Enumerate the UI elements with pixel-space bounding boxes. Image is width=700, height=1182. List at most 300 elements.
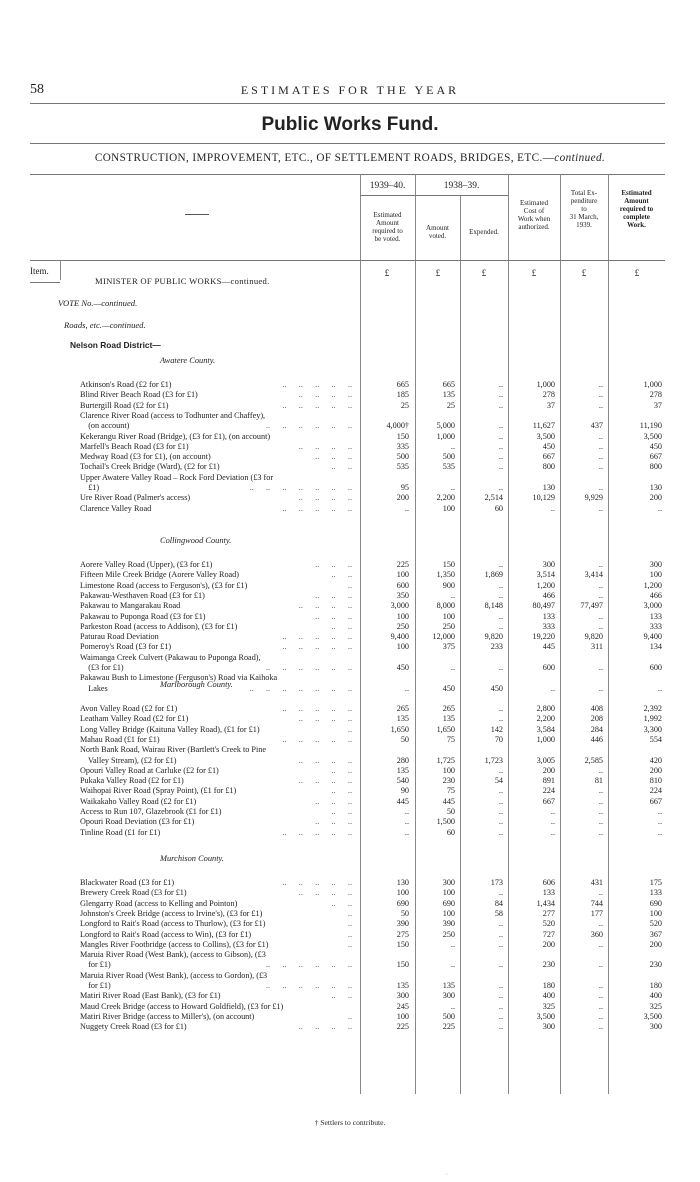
cell-col-4: 11,627 <box>532 421 555 431</box>
cell-col-1: .. <box>404 807 409 816</box>
cell-col-3: .. <box>498 1001 503 1011</box>
cell-col-3: .. <box>498 452 503 462</box>
cell-col-6: 3,500 <box>643 1011 662 1021</box>
cell-col-6: 3,300 <box>643 724 662 734</box>
cell-col-4: 80,497 <box>532 601 555 611</box>
leader-dots: .. <box>347 724 352 734</box>
hdr-line: Amount <box>624 197 649 205</box>
cell-col-2: 230 <box>442 776 455 786</box>
cell-col-2: .. <box>450 441 455 451</box>
page-number: 58 <box>30 82 44 97</box>
cell-col-6: 1,992 <box>643 714 662 724</box>
cell-col-2: 75 <box>446 734 455 744</box>
cell-col-5: 284 <box>590 724 603 734</box>
cell-col-6: .. <box>657 503 662 513</box>
cell-col-6: 810 <box>649 776 662 786</box>
cell-col-6: 134 <box>649 642 662 652</box>
leader-dots: .. <box>347 580 352 590</box>
expended-header: Expended. <box>469 228 499 236</box>
running-head: ESTIMATES FOR THE YEAR <box>240 83 460 97</box>
cell-col-1: 4,000† <box>386 421 409 431</box>
cell-col-6: 200 <box>649 493 662 503</box>
cell-col-3: .. <box>498 704 503 713</box>
row-description: Pakawau to Mangarakau Road <box>80 601 181 611</box>
row-description: Limestone Road (access to Ferguson's), (£3 for £1) <box>80 580 248 590</box>
district-heading: Nelson Road District— <box>70 340 161 350</box>
amount-voted-header <box>415 224 460 240</box>
hdr-line: be voted. <box>374 235 401 243</box>
row-description: Avon Valley Road (£2 for £1) <box>80 704 178 713</box>
cell-col-3: .. <box>498 714 503 724</box>
cell-col-4: 3,500 <box>536 1011 555 1021</box>
cell-col-3: .. <box>498 807 503 816</box>
table-row <box>0 1022 700 1033</box>
leader-dots: .. .. <box>331 786 352 796</box>
cell-col-6: 554 <box>649 734 662 744</box>
row-description: Matiri River Bridge (access to Miller's), (on account) <box>80 1011 255 1021</box>
cell-col-4: 37 <box>546 400 555 410</box>
minister-heading: MINISTER OF PUBLIC WORKS—continued. <box>95 276 270 286</box>
cell-col-6: 800 <box>649 462 662 472</box>
currency-symbol: £ <box>531 268 537 278</box>
cell-col-6: 333 <box>649 621 662 631</box>
cell-col-3: .. <box>498 462 503 472</box>
row-description: Matiri River Road (East Bank), (£3 for £1) <box>80 991 221 1001</box>
hdr-line: voted. <box>428 232 447 240</box>
leader-dots: .. .. .. .. .. <box>282 642 352 652</box>
cell-col-5: 360 <box>590 929 603 939</box>
cell-col-1: 245 <box>396 1001 409 1011</box>
leader-dots: .. .. .. .. .. <box>282 503 352 513</box>
cell-col-4: 1,000 <box>536 380 555 389</box>
row-description: Ure River Road (Palmer's access) <box>80 493 191 503</box>
row-description: Tinline Road (£1 for £1) <box>80 827 161 837</box>
cell-col-5: .. <box>598 796 603 806</box>
cell-col-2: 100 <box>442 908 455 918</box>
est-complete-header <box>608 189 665 229</box>
footnote: † Settlers to contribute. <box>314 1118 386 1127</box>
leader-dots: .. .. .. .. <box>298 888 352 898</box>
currency-symbol: £ <box>435 268 441 278</box>
leader-dots: .. .. .. .. <box>298 1022 352 1032</box>
leader-dots: .. .. .. .. <box>298 755 352 765</box>
cell-col-3: .. <box>498 1011 503 1021</box>
cell-col-5: 177 <box>590 908 603 918</box>
cell-col-4: .. <box>550 503 555 513</box>
item-column-label: Item. <box>30 266 49 276</box>
leader-dots: .. .. .. <box>315 590 352 600</box>
cell-col-2: 100 <box>442 503 455 513</box>
cell-col-1: 3,000 <box>390 601 409 611</box>
cell-col-1: 130 <box>396 878 409 887</box>
row-description: Mangles River Footbridge (access to Collins), (£3 for £1) <box>80 939 269 949</box>
cell-col-1: 150 <box>396 960 409 970</box>
cell-col-6: 278 <box>649 390 662 400</box>
cell-col-1: 50 <box>400 908 409 918</box>
cell-col-4: 10,129 <box>532 493 555 503</box>
cell-col-2: 50 <box>446 807 455 816</box>
cell-col-6: 180 <box>649 981 662 990</box>
cell-col-6: 224 <box>649 786 662 796</box>
cell-col-1: 185 <box>396 390 409 400</box>
cell-col-2: 1,500 <box>436 817 455 827</box>
cell-col-6: 325 <box>649 1001 662 1011</box>
leader-dots: .. <box>347 1011 352 1021</box>
table-top-rule <box>30 174 665 175</box>
cell-col-5: .. <box>598 981 603 990</box>
cell-col-4: 400 <box>542 991 555 1001</box>
cell-col-3: 54 <box>494 776 503 786</box>
cell-col-5: .. <box>598 683 603 693</box>
cell-col-6: 420 <box>649 755 662 765</box>
cell-col-3: .. <box>498 960 503 970</box>
cell-col-1: 600 <box>396 580 409 590</box>
cell-col-5: 437 <box>590 421 603 431</box>
cell-col-2: 500 <box>442 452 455 462</box>
cell-col-4: 133 <box>542 888 555 898</box>
cell-col-5: .. <box>598 560 603 569</box>
leader-dots: .. .. .. .. .. .. <box>266 960 352 970</box>
cell-col-5: .. <box>598 611 603 621</box>
cell-col-3: .. <box>498 431 503 441</box>
cell-col-1: 135 <box>396 714 409 724</box>
cell-col-3: 1,723 <box>484 755 503 765</box>
cell-col-5: .. <box>598 807 603 816</box>
cell-col-5: 744 <box>590 898 603 908</box>
cell-col-6: 11,190 <box>639 421 662 431</box>
cell-col-1: 100 <box>396 611 409 621</box>
cell-col-3: 8,148 <box>484 601 503 611</box>
cell-col-3: 70 <box>494 734 503 744</box>
cell-col-4: 333 <box>542 621 555 631</box>
row-description: Longford to Rait's Road (access to Thurlow), (£3 for £1) <box>80 919 266 929</box>
cell-col-2: 300 <box>442 991 455 1001</box>
cell-col-2: 390 <box>442 919 455 929</box>
est-cost-header <box>508 199 560 231</box>
row-description: Parkeston Road (access to Addison), (£3 for £1) <box>80 621 238 631</box>
cell-col-1: .. <box>404 503 409 513</box>
cell-col-6: 300 <box>649 560 662 569</box>
leader-dots: .. .. .. <box>315 817 352 827</box>
leader-dots: .. .. .. .. .. <box>282 704 352 713</box>
cell-col-2: 535 <box>442 462 455 472</box>
cell-col-2: 2,200 <box>436 493 455 503</box>
cell-col-2: .. <box>450 483 455 492</box>
cell-col-2: 150 <box>442 560 455 569</box>
cell-col-1: 50 <box>400 734 409 744</box>
vote-line: VOTE No.—continued. <box>58 298 138 308</box>
cell-col-5: .. <box>598 960 603 970</box>
item-col-divider <box>60 260 61 280</box>
cell-col-5: 9,820 <box>584 632 603 642</box>
cell-col-6: 2,392 <box>643 704 662 713</box>
cell-col-2: .. <box>450 590 455 600</box>
cell-col-5: .. <box>598 431 603 441</box>
cell-col-3: .. <box>498 621 503 631</box>
cell-col-1: 665 <box>396 380 409 389</box>
cell-col-3: 142 <box>490 724 503 734</box>
cell-col-6: 300 <box>649 1022 662 1032</box>
cell-col-5: .. <box>598 452 603 462</box>
row-description: Opouri Road Deviation (£3 for £1) <box>80 817 195 827</box>
cell-col-6: 9,400 <box>643 632 662 642</box>
cell-col-4: 445 <box>542 642 555 652</box>
cell-col-1: 1,650 <box>390 724 409 734</box>
cell-col-5: .. <box>598 1011 603 1021</box>
cell-col-3: 2,514 <box>484 493 503 503</box>
year-1939-40: 1939–40. <box>369 181 406 191</box>
cell-col-5: .. <box>598 919 603 929</box>
cell-col-4: 727 <box>542 929 555 939</box>
cell-col-6: 133 <box>649 611 662 621</box>
row-description: Valley Stream), (£2 for £1) <box>80 755 177 765</box>
cell-col-2: 375 <box>442 642 455 652</box>
table-row <box>0 504 700 515</box>
row-description: Aorere Valley Road (Upper), (£3 for £1) <box>80 560 213 569</box>
cell-col-3: .. <box>498 765 503 775</box>
cell-col-1: 9,400 <box>390 632 409 642</box>
cell-col-6: 100 <box>649 570 662 580</box>
fund-title: Public Works Fund. <box>261 114 439 135</box>
cell-col-1: 150 <box>396 939 409 949</box>
cell-col-2: 445 <box>442 796 455 806</box>
subtitle-main: CONSTRUCTION, IMPROVEMENT, ETC., OF SETTLEMENT ROADS, BRIDGES, ETC.— <box>94 152 555 164</box>
county-heading-awatere: Awatere County. <box>160 356 216 365</box>
cell-col-5: 431 <box>590 878 603 887</box>
cell-col-4: 800 <box>542 462 555 472</box>
row-description: £1) <box>80 483 100 492</box>
cell-col-2: .. <box>450 663 455 672</box>
cell-col-4: .. <box>550 683 555 693</box>
header-rule <box>30 103 665 104</box>
cell-col-4: 180 <box>542 981 555 990</box>
cell-col-1: 300 <box>396 991 409 1001</box>
leader-dots: .. .. .. .. .. .. .. <box>249 483 352 492</box>
cell-col-1: 250 <box>396 621 409 631</box>
leader-dots: .. .. .. .. .. .. .. <box>249 683 352 693</box>
row-description: Maruia River Road (West Bank), (access to Gibson), (£3 <box>80 950 266 960</box>
cell-col-5: 81 <box>594 776 603 786</box>
cell-col-2: 5,000 <box>436 421 455 431</box>
cell-col-1: .. <box>404 683 409 693</box>
cell-col-4: 133 <box>542 611 555 621</box>
cell-col-2: 75 <box>446 786 455 796</box>
cell-col-4: 606 <box>542 878 555 887</box>
cell-col-5: .. <box>598 939 603 949</box>
cell-col-4: 450 <box>542 441 555 451</box>
cell-col-3: .. <box>498 421 503 431</box>
cell-col-2: 135 <box>442 714 455 724</box>
cell-col-4: 667 <box>542 796 555 806</box>
leader-dots: .. .. .. .. <box>298 390 352 400</box>
cell-col-3: .. <box>498 827 503 837</box>
row-description: Maud Creek Bridge (access to Howard Goldfield), (£3 for £1) <box>80 1001 284 1011</box>
cell-col-3: 60 <box>494 503 503 513</box>
cell-col-4: 1,000 <box>536 734 555 744</box>
cell-col-1: 135 <box>396 981 409 990</box>
hdr-line: complete <box>623 213 650 221</box>
subtitle-continued: continued. <box>554 152 606 164</box>
cell-col-5: .. <box>598 621 603 631</box>
cell-col-6: 230 <box>649 960 662 970</box>
cell-col-5: 2,585 <box>584 755 603 765</box>
cell-col-3: .. <box>498 939 503 949</box>
cell-col-5: 9,929 <box>584 493 603 503</box>
leader-dots: .. .. .. .. .. <box>282 878 352 887</box>
cell-col-3: 84 <box>494 898 503 908</box>
cell-col-3: .. <box>498 400 503 410</box>
leader-dots: .. .. .. <box>315 611 352 621</box>
cell-col-4: 200 <box>542 939 555 949</box>
cell-col-2: 100 <box>442 765 455 775</box>
cell-col-2: 60 <box>446 827 455 837</box>
cell-col-1: 350 <box>396 590 409 600</box>
cell-col-2: 665 <box>442 380 455 389</box>
leader-dots: .. .. .. .. .. <box>282 734 352 744</box>
cell-col-5: .. <box>598 590 603 600</box>
leader-dots: .. <box>347 929 352 939</box>
cell-col-2: 265 <box>442 704 455 713</box>
cell-col-6: 400 <box>649 991 662 1001</box>
row-description: Pakawau-Westhaven Road (£3 for £1) <box>80 590 205 600</box>
row-description: Upper Awatere Valley Road – Rock Ford Deviation (£3 for <box>80 472 274 482</box>
hdr-line: 1939. <box>576 221 592 229</box>
cell-col-2: 1,650 <box>436 724 455 734</box>
cell-col-4: 466 <box>542 590 555 600</box>
row-description: Waimanga Creek Culvert (Pakawau to Puponga Road), <box>80 652 261 662</box>
cell-col-3: .. <box>498 888 503 898</box>
cell-col-1: 135 <box>396 765 409 775</box>
row-description: Waihopai River Road (Spray Point), (£1 for £1) <box>80 786 237 796</box>
row-description: Nuggety Creek Road (£3 for £1) <box>80 1022 187 1032</box>
cell-col-4: 600 <box>542 663 555 672</box>
cell-col-3: .. <box>498 611 503 621</box>
cell-col-2: 1,000 <box>436 431 455 441</box>
cell-col-5: 311 <box>591 642 603 652</box>
cell-col-2: 225 <box>442 1022 455 1032</box>
cell-col-3: .. <box>498 929 503 939</box>
row-description: for £1) <box>80 960 111 970</box>
cell-col-5: .. <box>598 380 603 389</box>
cell-col-3: 450 <box>490 683 503 693</box>
row-description: Maruia River Road (West Bank), (access to Gordon), (£3 <box>80 970 268 980</box>
row-description: Access to Run 107, Glazebrook (£1 for £1) <box>80 807 222 816</box>
cell-col-6: 3,000 <box>643 601 662 611</box>
header-bottom-rule <box>30 260 665 261</box>
row-description: Atkinson's Road (£2 for £1) <box>80 380 172 389</box>
hdr-line: Estimated <box>520 199 548 207</box>
row-description: for £1) <box>80 981 111 990</box>
cell-col-6: .. <box>657 817 662 827</box>
cell-col-5: 446 <box>590 734 603 744</box>
cell-col-6: 667 <box>649 796 662 806</box>
cell-col-1: 500 <box>396 452 409 462</box>
roads-line: Roads, etc.—continued. <box>64 320 146 330</box>
cell-col-3: .. <box>498 991 503 1001</box>
cell-col-4: 325 <box>542 1001 555 1011</box>
row-description: (on account) <box>80 421 130 431</box>
hdr-line: Amount <box>426 224 449 232</box>
cell-col-2: 100 <box>442 611 455 621</box>
cell-col-6: 466 <box>649 590 662 600</box>
cell-col-5: .. <box>598 1022 603 1032</box>
year-1938-39: 1938–39. <box>443 181 480 191</box>
leader-dots: .. .. .. .. .. <box>282 827 352 837</box>
leader-dots: .. .. <box>331 570 352 580</box>
leader-dots: .. .. .. .. .. .. <box>266 981 352 990</box>
cell-col-3: .. <box>498 981 503 990</box>
row-description: Waikakaho Valley Road (£2 for £1) <box>80 796 197 806</box>
cell-col-1: .. <box>404 817 409 827</box>
hdr-line: to <box>581 205 587 213</box>
row-description: Glengarry Road (access to Kelling and Pointon) <box>80 898 238 908</box>
cell-col-1: 100 <box>396 888 409 898</box>
leader-dots: .. .. <box>331 807 352 816</box>
row-description: Paturau Road Deviation <box>80 632 159 642</box>
hdr-line: required to <box>619 205 654 213</box>
cell-col-6: 667 <box>649 452 662 462</box>
row-description: Clarence River Road (access to Todhunter and Chaffey), <box>80 410 266 420</box>
currency-symbol: £ <box>481 268 487 278</box>
leader-dots: .. .. .. .. <box>298 493 352 503</box>
page-mark: · <box>446 1172 448 1178</box>
row-description: Tochail's Creek Bridge (Ward), (£2 for £1) <box>80 462 220 472</box>
leader-dots: .. .. .. <box>315 796 352 806</box>
row-description: Pakawau Bush to Limestone (Ferguson's) Road via Kaihoka <box>80 673 278 683</box>
row-description: Marfell's Beach Road (£3 for £1) <box>80 441 189 451</box>
currency-symbol: £ <box>581 268 587 278</box>
cell-col-2: 1,350 <box>436 570 455 580</box>
leader-dots: .. .. <box>331 621 352 631</box>
cell-col-3: .. <box>498 560 503 569</box>
cell-col-6: .. <box>657 807 662 816</box>
cell-col-4: 667 <box>542 452 555 462</box>
cell-col-4: 3,500 <box>536 431 555 441</box>
cell-col-3: .. <box>498 390 503 400</box>
currency-symbol: £ <box>384 268 390 278</box>
county-heading-collingwood: Collingwood County. <box>160 536 232 545</box>
hdr-line: Cost of <box>523 207 545 215</box>
hdr-line: 31 March, <box>569 213 599 221</box>
cell-col-4: 300 <box>542 1022 555 1032</box>
cell-col-1: 690 <box>396 898 409 908</box>
hdr-line: Estimated <box>621 189 652 197</box>
cell-col-5: .. <box>598 1001 603 1011</box>
leader-dots: .. .. .. .. <box>298 776 352 786</box>
cell-col-6: 130 <box>649 483 662 492</box>
cell-col-2: 12,000 <box>432 632 455 642</box>
est-required-header <box>360 211 415 243</box>
cell-col-2: 1,725 <box>436 755 455 765</box>
cell-col-4: 224 <box>542 786 555 796</box>
cell-col-2: .. <box>450 1001 455 1011</box>
county-heading-murchison: Murchison County. <box>160 854 224 863</box>
leader-dots: .. .. .. <box>315 560 352 569</box>
row-description: (£3 for £1) <box>80 663 124 672</box>
cell-col-2: 900 <box>442 580 455 590</box>
cell-col-5: .. <box>598 663 603 672</box>
cell-col-3: .. <box>498 380 503 389</box>
cell-col-2: 500 <box>442 1011 455 1021</box>
cell-col-6: 450 <box>649 441 662 451</box>
leader-dots: .. .. .. .. <box>298 601 352 611</box>
row-description: Blackwater Road (£3 for £1) <box>80 878 175 887</box>
cell-col-5: .. <box>598 991 603 1001</box>
cell-col-2: .. <box>450 939 455 949</box>
cell-col-4: .. <box>550 817 555 827</box>
cell-col-2: 250 <box>442 929 455 939</box>
year-rule <box>360 195 508 196</box>
